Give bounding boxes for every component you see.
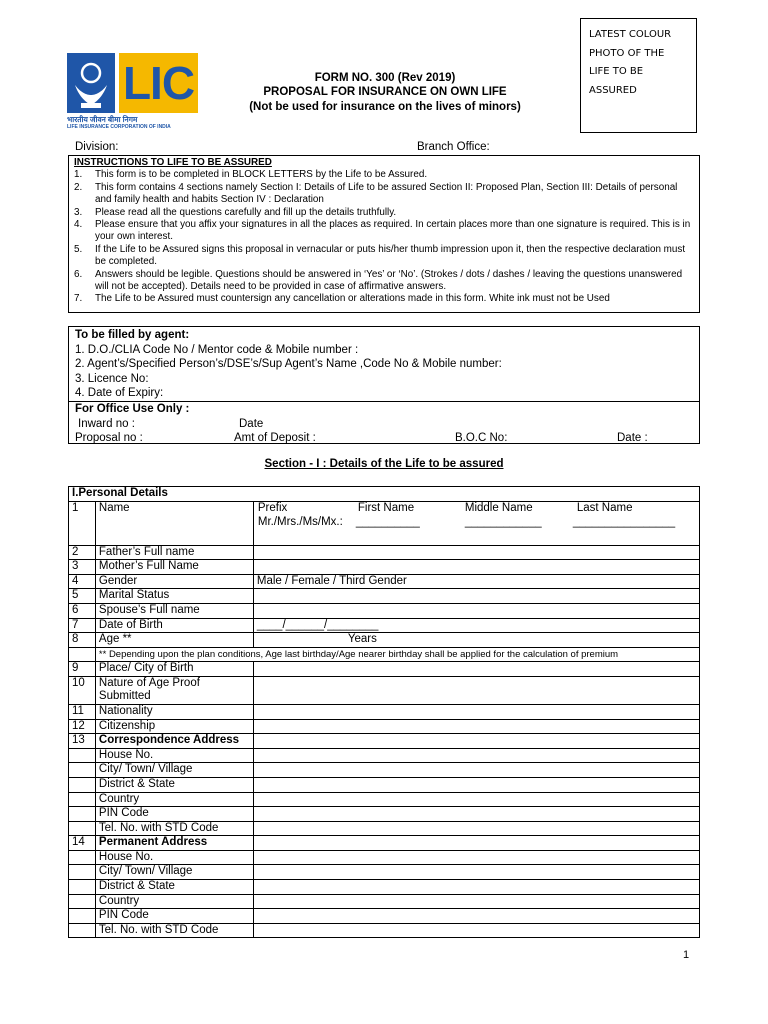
instruction-number: 3. xyxy=(74,206,83,218)
row-number: 2 xyxy=(69,545,96,560)
row-number: 6 xyxy=(69,603,96,618)
table-row xyxy=(69,763,700,778)
logo-wordmark: LIC xyxy=(119,53,198,113)
perm-house-no-input[interactable] xyxy=(253,850,699,865)
division-label: Division: xyxy=(75,141,119,153)
instructions-box xyxy=(68,155,700,313)
lic-logo xyxy=(67,53,198,129)
inward-date-field[interactable]: Date xyxy=(239,417,264,430)
form-number: FORM NO. 300 (Rev 2019) xyxy=(314,72,456,84)
branch-office-label: Branch Office: xyxy=(417,141,490,153)
corr-tel-input[interactable] xyxy=(253,821,699,836)
row-number-empty xyxy=(69,807,96,822)
row-number: 5 xyxy=(69,589,96,604)
table-row xyxy=(69,909,700,924)
proposal-no-field[interactable]: Proposal no : xyxy=(75,432,143,445)
office-use-section xyxy=(75,402,693,446)
office-date-field[interactable]: Date : xyxy=(617,432,648,445)
table-row xyxy=(69,545,700,560)
instruction-text: Answers should be legible. Questions should be answered in ‘Yes’ or ‘No’. (Strokes / dots / dashes / leaving the questions unanswered will not be accepted). Details need to be provided in case of affirmative answers. xyxy=(95,268,683,293)
instruction-text: Please read all the questions carefully and fill up the details truthfully. xyxy=(95,206,397,218)
perm-pin-input[interactable] xyxy=(253,909,699,924)
mothers-name-input[interactable] xyxy=(253,560,699,575)
photo-box-line: ASSURED xyxy=(589,84,637,96)
instruction-number: 5. xyxy=(74,243,83,255)
empty-cell xyxy=(253,734,699,749)
table-row xyxy=(69,777,700,792)
agent-box xyxy=(68,326,700,444)
row-label: City/ Town/ Village xyxy=(95,763,253,778)
lic-emblem-icon xyxy=(67,53,115,113)
row-label: District & State xyxy=(95,880,253,895)
perm-country-input[interactable] xyxy=(253,894,699,909)
row-label: Citizenship xyxy=(95,719,253,734)
corr-country-input[interactable] xyxy=(253,792,699,807)
instruction-item xyxy=(74,244,694,269)
table-row xyxy=(69,618,700,633)
corr-house-no-input[interactable] xyxy=(253,748,699,763)
row-number-empty xyxy=(69,850,96,865)
photo-box-line: LATEST COLOUR xyxy=(589,29,672,40)
row-label: Mother’s Full Name xyxy=(95,560,253,575)
age-proof-input[interactable] xyxy=(253,676,699,704)
row-label: Father’s Full name xyxy=(95,545,253,560)
table-row xyxy=(69,748,700,763)
row-label: PIN Code xyxy=(95,909,253,924)
row-number: 7 xyxy=(69,618,96,633)
table-row xyxy=(69,603,700,618)
table-row xyxy=(69,880,700,895)
page-number: 1 xyxy=(683,949,690,961)
instruction-number: 2. xyxy=(74,181,83,193)
personal-details-table xyxy=(68,486,700,938)
agent-clia-field[interactable]: 1. D.O./CLIA Code No / Mentor code & Mobile number : xyxy=(75,343,359,356)
prefix-options[interactable]: Mr./Mrs./Ms/Mx.: xyxy=(257,515,343,528)
spouse-name-input[interactable] xyxy=(253,603,699,618)
table-row xyxy=(69,647,700,662)
photo-box[interactable] xyxy=(580,18,697,133)
age-note: ** Depending upon the plan conditions, Age last birthday/Age nearer birthday shall be applied for the calculation of premium xyxy=(95,647,699,662)
perm-tel-input[interactable] xyxy=(253,923,699,938)
instruction-item xyxy=(74,182,694,207)
fathers-name-input[interactable] xyxy=(253,545,699,560)
office-title: For Office Use Only : xyxy=(75,403,190,415)
table-row xyxy=(69,719,700,734)
row-label: Date of Birth xyxy=(95,618,253,633)
row-label: Tel. No. with STD Code xyxy=(95,821,253,836)
empty-cell xyxy=(253,836,699,851)
instruction-item xyxy=(74,269,694,294)
row-label: Spouse’s Full name xyxy=(95,603,253,618)
table-row xyxy=(69,574,700,589)
row-number-empty xyxy=(69,792,96,807)
instruction-text: The Life to be Assured must countersign any cancellation or alterations made in this form. White ink must not be Used xyxy=(95,293,610,305)
row-label: City/ Town/ Village xyxy=(95,865,253,880)
table-row xyxy=(69,589,700,604)
boc-no-field[interactable]: B.O.C No: xyxy=(455,432,508,445)
row-label: Marital Status xyxy=(95,589,253,604)
table-row xyxy=(69,792,700,807)
table-row xyxy=(69,704,700,719)
table-row xyxy=(69,487,700,502)
row-label: Place/ City of Birth xyxy=(95,662,253,677)
table-row xyxy=(69,850,700,865)
row-number-empty xyxy=(69,865,96,880)
amt-deposit-field[interactable]: Amt of Deposit : xyxy=(234,432,316,445)
row-number: 11 xyxy=(69,704,96,719)
table-row xyxy=(69,807,700,822)
middle-name-input[interactable]: ____________ xyxy=(464,515,542,528)
table-row xyxy=(69,676,700,704)
instruction-number: 1. xyxy=(74,169,83,181)
age-input[interactable] xyxy=(253,633,699,648)
row-number: 4 xyxy=(69,574,96,589)
nationality-input[interactable] xyxy=(253,704,699,719)
logo-english-text: LIFE INSURANCE CORPORATION OF INDIA xyxy=(67,124,171,130)
instruction-number: 6. xyxy=(74,268,83,280)
row-number-empty xyxy=(69,748,96,763)
instruction-number: 7. xyxy=(74,293,83,305)
date-of-expiry-field[interactable]: 4. Date of Expiry: xyxy=(75,387,164,400)
agent-title: To be filled by agent: xyxy=(75,329,190,341)
instruction-number: 4. xyxy=(74,219,83,231)
row-label: District & State xyxy=(95,777,253,792)
instruction-item xyxy=(74,219,694,244)
row-label: Country xyxy=(95,792,253,807)
row-label: Nationality xyxy=(95,704,253,719)
row-label: Age ** xyxy=(95,633,253,648)
row-number: 12 xyxy=(69,719,96,734)
correspondence-address-heading: Correspondence Address xyxy=(95,734,253,749)
form-subtitle: (Not be used for insurance on the lives of minors) xyxy=(249,101,521,113)
prefix-label: Prefix xyxy=(257,501,288,514)
row-number-empty xyxy=(69,647,96,662)
instruction-item xyxy=(74,207,694,219)
corr-pin-input[interactable] xyxy=(253,807,699,822)
table-row xyxy=(69,662,700,677)
table-row xyxy=(69,923,700,938)
last-name-label: Last Name xyxy=(576,501,633,514)
logo-hindi-text: भारतीय जीवन बीमा निगम xyxy=(67,115,138,124)
table-row xyxy=(69,865,700,880)
perm-city-input[interactable] xyxy=(253,865,699,880)
personal-details-heading: I.Personal Details xyxy=(69,487,700,502)
row-number: 8 xyxy=(69,633,96,648)
row-number: 3 xyxy=(69,560,96,575)
permanent-address-heading: Permanent Address xyxy=(95,836,253,851)
table-row xyxy=(69,836,700,851)
instructions-title: INSTRUCTIONS TO LIFE TO BE ASSURED xyxy=(74,157,272,168)
table-row xyxy=(69,734,700,749)
last-name-input[interactable]: ________________ xyxy=(572,515,676,528)
table-row xyxy=(69,560,700,575)
row-label: Gender xyxy=(95,574,253,589)
row-label xyxy=(95,676,253,704)
photo-box-line: LIFE TO BE xyxy=(589,66,644,77)
instruction-text: This form contains 4 sections namely Section I: Details of Life to be assured Section II: Proposed Plan, Section III: Details of personal and family health and habits Section IV : Declaration xyxy=(95,181,678,206)
row-label: Tel. No. with STD Code xyxy=(95,923,253,938)
instruction-text: Please ensure that you affix your signatures in all the places as required. In certain places more than one signature is required. This is in your own interest. xyxy=(95,219,691,243)
row-number: 13 xyxy=(69,734,96,749)
row-number-empty xyxy=(69,923,96,938)
instruction-item xyxy=(74,293,694,305)
row-number-empty xyxy=(69,880,96,895)
table-row xyxy=(69,633,700,648)
corr-district-input[interactable] xyxy=(253,777,699,792)
row-label-line: Submitted xyxy=(98,690,151,703)
table-row xyxy=(69,894,700,909)
place-of-birth-input[interactable] xyxy=(253,662,699,677)
citizenship-input[interactable] xyxy=(253,719,699,734)
gender-options[interactable]: Male / Female / Third Gender xyxy=(253,574,699,589)
row-number-empty xyxy=(69,821,96,836)
row-number: 9 xyxy=(69,662,96,677)
agent-name-field[interactable]: 2. Agent’s/Specified Person’s/DSE’s/Sup Agent’s Name ,Code No & Mobile number: xyxy=(75,358,502,371)
instruction-item xyxy=(74,169,694,181)
row-label: Country xyxy=(95,894,253,909)
row-label: PIN Code xyxy=(95,807,253,822)
row-number: 14 xyxy=(69,836,96,851)
instruction-text: If the Life to be Assured signs this proposal in vernacular or puts his/her thumb impression upon it, then the respective declaration must be completed. xyxy=(95,243,686,268)
years-label: Years xyxy=(347,633,377,646)
row-number-empty xyxy=(69,894,96,909)
first-name-label: First Name xyxy=(357,501,415,514)
row-number-empty xyxy=(69,763,96,778)
date-of-birth-input[interactable]: ____/______/________ xyxy=(253,618,699,633)
row-number-empty xyxy=(69,777,96,792)
first-name-input[interactable]: __________ xyxy=(355,515,420,528)
row-label: House No. xyxy=(95,850,253,865)
photo-box-line: PHOTO OF THE xyxy=(589,47,665,59)
middle-name-label: Middle Name xyxy=(464,501,533,514)
licence-no-field[interactable]: 3. Licence No: xyxy=(75,372,149,385)
form-title: PROPOSAL FOR INSURANCE ON OWN LIFE xyxy=(263,86,507,98)
inward-no-field[interactable]: Inward no : xyxy=(78,417,135,430)
table-row xyxy=(69,821,700,836)
name-field[interactable] xyxy=(253,501,699,545)
perm-district-input[interactable] xyxy=(253,880,699,895)
corr-city-input[interactable] xyxy=(253,763,699,778)
table-row xyxy=(69,501,700,545)
row-number-empty xyxy=(69,909,96,924)
marital-status-input[interactable] xyxy=(253,589,699,604)
section-title: Section - I : Details of the Life to be assured xyxy=(264,458,504,470)
row-label-line: Nature of Age Proof xyxy=(98,676,200,689)
row-number: 10 xyxy=(69,676,96,704)
row-label: House No. xyxy=(95,748,253,763)
row-number: 1 xyxy=(69,501,96,545)
row-label: Name xyxy=(95,501,253,545)
instruction-text: This form is to be completed in BLOCK LETTERS by the Life to be Assured. xyxy=(95,169,428,181)
